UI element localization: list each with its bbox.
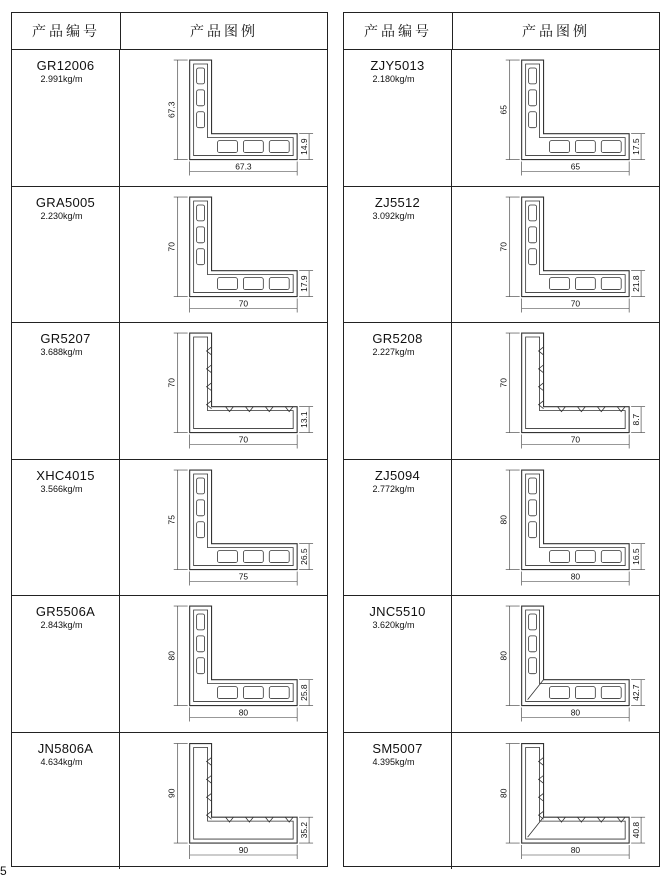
profile-chamber: [529, 90, 537, 106]
profile-chamber: [197, 90, 205, 106]
profile-drawing: [452, 733, 659, 870]
table-row: [12, 596, 327, 733]
profile-svg: [452, 187, 659, 323]
product-code: GRA5005: [35, 194, 96, 210]
profile-drawing: [452, 187, 659, 323]
profile-outline: [190, 333, 297, 433]
profile-chamber: [550, 550, 570, 562]
profile-inner-wall: [194, 337, 294, 429]
profile-chamber: [529, 204, 537, 220]
table-row: [344, 460, 659, 597]
profile-chamber: [197, 614, 205, 630]
profile-outline: [190, 743, 297, 843]
profile-chamber: [243, 277, 263, 289]
dimension-lines: [174, 606, 313, 721]
dim-small-label: 42.7: [631, 684, 642, 701]
table-row: [12, 187, 327, 324]
profile-chamber: [243, 550, 263, 562]
product-info: [12, 733, 120, 870]
dim-height-label: 70: [498, 378, 509, 388]
profile-drawing: [120, 733, 327, 870]
product-weight: 2.772kg/m: [372, 483, 415, 494]
product-weight: 2.227kg/m: [372, 347, 415, 357]
product-info: [344, 733, 452, 870]
product-weight: 3.566kg/m: [40, 483, 83, 494]
table-header: [12, 13, 327, 50]
profile-chamber: [197, 68, 205, 84]
profile-chamber: [601, 141, 621, 153]
profile-chamber: [575, 550, 595, 562]
product-weight: 2.991kg/m: [40, 74, 83, 84]
profile-svg: [120, 50, 327, 186]
profile-chamber: [197, 499, 205, 515]
profile-chamber: [218, 141, 238, 153]
product-code: JNC5510: [369, 604, 426, 619]
product-code: GR5207: [40, 331, 91, 346]
profile-inner-wall: [526, 337, 626, 429]
dimension-lines: [506, 743, 645, 858]
product-code: ZJY5013: [370, 58, 425, 73]
dim-small-label: 14.9: [299, 138, 310, 155]
profile-shape: [190, 470, 297, 570]
dimension-lines: [174, 470, 313, 585]
profile-chamber: [550, 141, 570, 153]
dim-height-label: 67.3: [166, 101, 177, 118]
dim-width-label: 90: [238, 844, 249, 855]
profile-inner-wall: [526, 747, 626, 839]
profile-chamber: [197, 226, 205, 242]
profile-svg: [452, 323, 659, 459]
product-info: [344, 187, 452, 323]
dim-height-label: 70: [498, 241, 509, 251]
dim-width-label: 70: [570, 298, 581, 308]
product-weight: 2.180kg/m: [372, 74, 415, 84]
profile-chamber: [529, 477, 537, 493]
catalog-table-left: [11, 12, 328, 867]
profile-chamber: [575, 687, 595, 699]
profile-chamber: [218, 687, 238, 699]
table-row: [12, 323, 327, 460]
header-drawing: 产品图例: [522, 23, 590, 39]
profile-drawing: [452, 460, 659, 596]
profile-chamber: [269, 277, 289, 289]
product-code: GR12006: [36, 58, 95, 73]
profile-chamber: [269, 687, 289, 699]
profile-shape: [522, 606, 629, 706]
product-info: [344, 596, 452, 732]
profile-shape: [190, 197, 297, 297]
dimension-lines: [506, 470, 645, 585]
dimension-lines: [174, 743, 313, 858]
dim-small-label: 17.5: [631, 138, 642, 155]
dim-small-label: 26.5: [299, 547, 310, 565]
dim-small-label: 16.5: [631, 547, 642, 565]
header-code: 产品编号: [12, 13, 121, 49]
profile-drawing: [452, 596, 659, 732]
product-code: JN5806A: [37, 740, 94, 756]
product-info: [344, 460, 452, 596]
dim-width-label: 80: [570, 707, 581, 718]
dim-width-label: 70: [238, 298, 249, 308]
dimension-lines: [506, 606, 645, 721]
dim-height-label: 80: [166, 651, 177, 661]
profile-chamber: [601, 550, 621, 562]
profile-chamber: [197, 477, 205, 493]
profile-drawing: [120, 50, 327, 186]
dimension-lines: [506, 60, 645, 175]
profile-chamber: [218, 550, 238, 562]
product-info: [344, 50, 452, 186]
profile-chamber: [529, 499, 537, 515]
dimension-lines: [506, 333, 645, 448]
profile-svg: [120, 596, 327, 732]
product-code: SM5007: [372, 740, 423, 756]
table-row: [12, 460, 327, 597]
table-row: [344, 187, 659, 324]
profile-chamber: [197, 658, 205, 674]
profile-chamber: [575, 277, 595, 289]
profile-chamber: [529, 68, 537, 84]
dim-height-label: 80: [498, 651, 509, 661]
dim-small-label: 8.7: [631, 413, 642, 426]
profile-shape: [522, 333, 629, 433]
profile-chamber: [550, 277, 570, 289]
dim-height-label: 75: [166, 514, 177, 524]
product-info: [12, 323, 120, 459]
profile-shape: [190, 60, 297, 160]
dim-width-label: 80: [238, 707, 249, 718]
dim-width-label: 75: [238, 571, 249, 581]
dim-small-label: 40.8: [631, 821, 642, 838]
dim-small-label: 13.1: [299, 411, 310, 428]
product-weight: 3.092kg/m: [372, 210, 415, 221]
profile-svg: [452, 596, 659, 732]
dim-small-label: 21.8: [631, 274, 642, 292]
table-row: [12, 50, 327, 187]
profile-diagonal: [528, 817, 544, 837]
profile-svg: [120, 187, 327, 323]
dim-small-label: 25.8: [299, 684, 310, 701]
product-code: ZJ5512: [374, 194, 421, 210]
profile-drawing: [120, 323, 327, 459]
dim-width-label: 70: [238, 434, 249, 445]
dimension-lines: [506, 197, 645, 312]
product-weight: 3.688kg/m: [40, 347, 83, 357]
profile-chamber: [269, 550, 289, 562]
product-info: [344, 323, 452, 459]
header-drawing: 产品图例: [190, 23, 258, 39]
profile-shape: [190, 606, 297, 706]
profile-svg: [120, 733, 327, 870]
profile-chamber: [197, 112, 205, 128]
profile-shape: [522, 470, 629, 570]
product-info: [12, 596, 120, 732]
product-code: GR5208: [372, 331, 423, 346]
profile-outline: [522, 333, 629, 433]
profile-shape: [522, 60, 629, 160]
profile-chamber: [197, 521, 205, 537]
profile-svg: [452, 460, 659, 596]
table-header: [344, 13, 659, 50]
profile-chamber: [529, 248, 537, 264]
product-code: GR5506A: [35, 604, 96, 619]
dim-small-label: 17.9: [299, 274, 310, 292]
profile-drawing: [452, 323, 659, 459]
profile-chamber: [218, 277, 238, 289]
profile-chamber: [243, 687, 263, 699]
product-weight: 4.395kg/m: [372, 756, 415, 767]
dim-height-label: 80: [498, 788, 509, 798]
dim-width-label: 80: [570, 844, 581, 855]
profile-shape: [190, 333, 297, 433]
dim-height-label: 70: [166, 241, 177, 251]
dimension-lines: [174, 197, 313, 312]
profile-chamber: [529, 636, 537, 652]
profile-shape: [190, 743, 297, 843]
table-row: [12, 733, 327, 870]
page-number: 5: [0, 864, 7, 878]
profile-drawing: [120, 187, 327, 323]
product-info: [12, 460, 120, 596]
dim-height-label: 65: [498, 105, 509, 115]
dim-small-label: 35.2: [299, 821, 310, 838]
profile-chamber: [529, 614, 537, 630]
dim-height-label: 90: [166, 788, 177, 798]
table-row: [344, 50, 659, 187]
dim-width-label: 65: [570, 161, 581, 172]
product-weight: 3.620kg/m: [372, 620, 415, 630]
product-weight: 4.634kg/m: [40, 756, 83, 767]
profile-svg: [120, 323, 327, 459]
profile-diagonal: [528, 680, 544, 700]
profile-shape: [522, 197, 629, 297]
product-weight: 2.230kg/m: [40, 210, 83, 221]
product-info: [12, 187, 120, 323]
dimension-lines: [174, 60, 313, 175]
dim-width-label: 67.3: [235, 161, 252, 172]
catalog-table-right: [343, 12, 660, 867]
product-code: XHC4015: [36, 467, 95, 483]
profile-chamber: [601, 277, 621, 289]
profile-chamber: [529, 521, 537, 537]
product-weight: 2.843kg/m: [40, 620, 83, 630]
profile-chamber: [529, 658, 537, 674]
profile-chamber: [575, 141, 595, 153]
profile-outline: [522, 743, 629, 843]
table-row: [344, 596, 659, 733]
profile-shape: [522, 743, 629, 843]
profile-chamber: [197, 248, 205, 264]
product-code: ZJ5094: [374, 467, 421, 483]
product-info: [12, 50, 120, 186]
profile-svg: [452, 50, 659, 186]
profile-drawing: [120, 596, 327, 732]
profile-chamber: [269, 141, 289, 153]
profile-chamber: [243, 141, 263, 153]
profile-chamber: [529, 226, 537, 242]
profile-chamber: [601, 687, 621, 699]
profile-chamber: [550, 687, 570, 699]
dim-height-label: 70: [166, 378, 177, 388]
dimension-lines: [174, 333, 313, 448]
profile-drawing: [452, 50, 659, 186]
dim-height-label: 80: [498, 514, 509, 524]
profile-inner-wall: [194, 747, 294, 839]
dim-width-label: 70: [570, 434, 581, 445]
profile-chamber: [197, 204, 205, 220]
dim-width-label: 80: [570, 571, 581, 581]
header-code: 产品编号: [344, 13, 453, 49]
profile-chamber: [197, 636, 205, 652]
profile-drawing: [120, 460, 327, 596]
table-row: [344, 323, 659, 460]
profile-chamber: [529, 112, 537, 128]
profile-svg: [452, 733, 659, 870]
profile-svg: [120, 460, 327, 596]
table-row: [344, 733, 659, 870]
